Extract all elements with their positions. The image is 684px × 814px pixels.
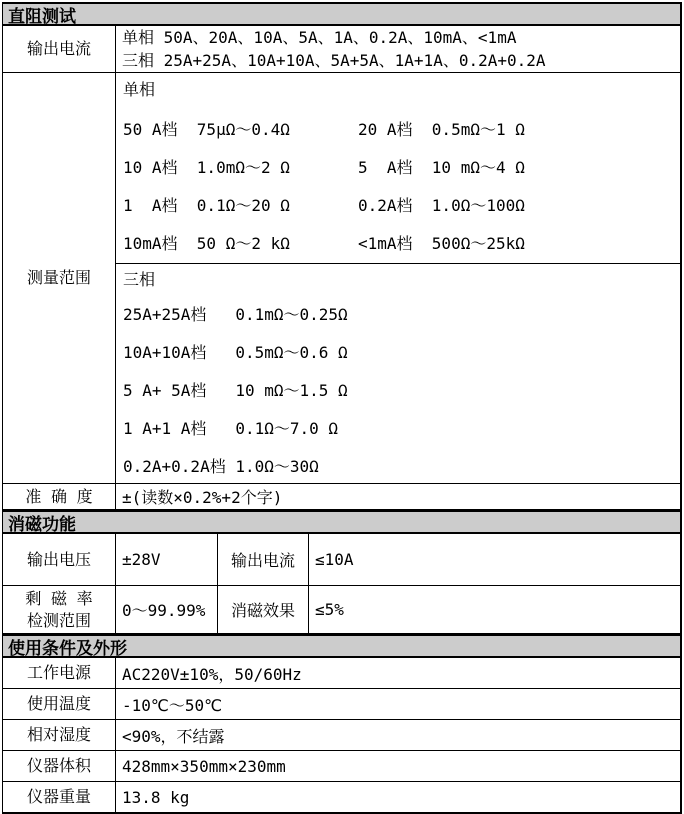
weight-label: 仪器重量 — [3, 782, 116, 812]
three-phase-line: 0.2A+0.2A档 1.0Ω～30Ω — [123, 456, 319, 476]
row-operating-temperature — [3, 689, 680, 720]
row-instrument-weight — [3, 782, 680, 814]
range-entry: 1 A档 0.1Ω～20 Ω — [123, 195, 290, 215]
power-supply-label: 工作电源 — [3, 658, 116, 688]
row-demag-voltage-current — [3, 534, 680, 586]
humidity-label: 相对湿度 — [3, 720, 116, 750]
range-entry: 10mA档 50 Ω～2 kΩ — [123, 233, 290, 253]
measure-range-value — [116, 73, 680, 483]
output-voltage-label — [3, 534, 116, 585]
demag-effect-value: ≤5% — [315, 600, 344, 619]
accuracy-value: ±(读数×0.2%+2个字) — [122, 488, 283, 507]
single-phase-line — [123, 223, 680, 261]
output-current-single-phase: 单相 50A、20A、10A、5A、1A、0.2A、10mA、<1mA — [122, 28, 517, 47]
row-relative-humidity — [3, 720, 680, 751]
accuracy-label: 准 确 度 — [3, 484, 116, 509]
range-entry: 5 A档 10 mΩ～4 Ω — [358, 157, 525, 177]
section-title: 使用条件及外形 — [8, 638, 127, 659]
single-phase-title: 单相 — [123, 80, 156, 99]
row-residual-magnetism — [3, 586, 680, 634]
humidity-value: <90%，不结露 — [122, 726, 225, 746]
volume-value: 428mm×350mm×230mm — [122, 756, 286, 776]
row-accuracy — [3, 484, 680, 510]
row-instrument-volume — [3, 751, 680, 782]
row-measure-range — [3, 73, 680, 484]
single-phase-line — [123, 185, 680, 223]
demag-output-current-value: ≤10A — [315, 550, 354, 569]
single-phase-line — [123, 109, 680, 147]
range-entry: 10 A档 1.0mΩ～2 Ω — [123, 157, 290, 177]
range-entry: <1mA档 500Ω～25kΩ — [358, 233, 525, 253]
output-voltage-value: ±28V — [116, 534, 218, 585]
power-supply-value: AC220V±10%，50/60Hz — [122, 664, 302, 684]
measure-range-label: 测量范围 — [3, 73, 116, 483]
range-entry: 50 A档 75μΩ～0.4Ω — [123, 119, 290, 139]
output-current-three-phase: 三相 25A+25A、10A+10A、5A+5A、1A+1A、0.2A+0.2A — [122, 51, 546, 70]
measure-range-single-phase-block — [116, 73, 680, 264]
section-header-dc-resistance — [3, 2, 680, 26]
row-power-supply — [3, 658, 680, 689]
three-phase-line: 5 A+ 5A档 10 mΩ～1.5 Ω — [123, 380, 348, 400]
residual-rate-label — [3, 586, 116, 633]
three-phase-title: 三相 — [123, 270, 156, 289]
residual-rate-value: 0～99.99% — [116, 586, 218, 633]
section-title: 消磁功能 — [8, 514, 76, 535]
temperature-value: -10℃～50℃ — [122, 695, 223, 715]
three-phase-line: 25A+25A档 0.1mΩ～0.25Ω — [123, 304, 348, 324]
spec-table — [2, 2, 682, 814]
demag-output-current-label: 输出电流 — [218, 534, 309, 585]
range-entry: 0.2A档 1.0Ω～100Ω — [358, 195, 525, 215]
weight-value: 13.8 kg — [122, 787, 190, 807]
three-phase-line: 10A+10A档 0.5mΩ～0.6 Ω — [123, 342, 348, 362]
demag-effect-label: 消磁效果 — [218, 586, 309, 633]
section-header-demagnetization — [3, 510, 680, 534]
three-phase-line: 1 A+1 A档 0.1Ω～7.0 Ω — [123, 418, 339, 438]
volume-label: 仪器体积 — [3, 751, 116, 781]
section-header-conditions — [3, 634, 680, 658]
section-title: 直阻测试 — [8, 6, 76, 27]
output-current-value — [116, 26, 680, 72]
temperature-label: 使用温度 — [3, 689, 116, 719]
measure-range-three-phase-block — [116, 264, 680, 483]
label-line: 输出电压 — [26, 549, 91, 569]
output-current-label: 输出电流 — [3, 26, 116, 72]
row-output-current — [3, 26, 680, 73]
label-line: 剩 磁 率 — [25, 588, 93, 608]
label-line: 检测范围 — [26, 610, 91, 630]
range-entry: 20 A档 0.5mΩ～1 Ω — [358, 119, 525, 139]
single-phase-line — [123, 147, 680, 185]
